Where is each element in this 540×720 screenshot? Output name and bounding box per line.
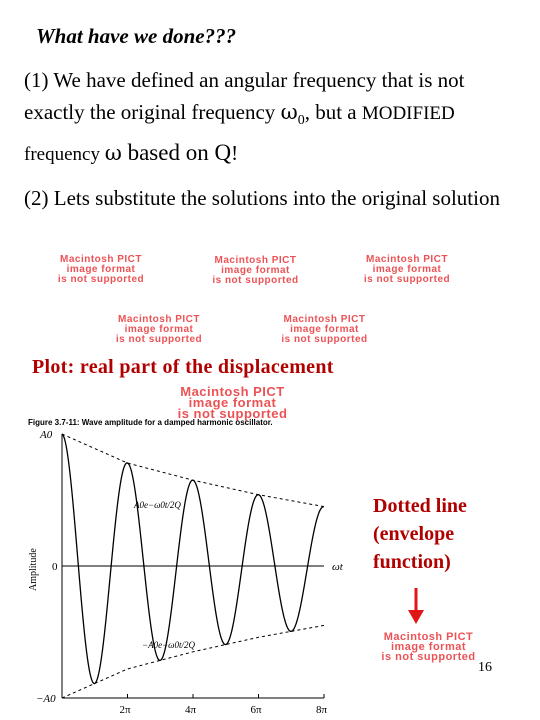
figure-caption: Figure 3.7-11: Wave amplitude for a damped harmonic oscillator. bbox=[28, 418, 273, 427]
pict-placeholder-6: Macintosh PICT image format is not supported bbox=[177, 384, 288, 421]
envelope-note bbox=[373, 492, 467, 576]
paragraph-1-text: (1) We have defined an angular frequency that is not exactly the original frequency bbox=[24, 68, 465, 124]
damped-oscillator-chart bbox=[14, 426, 344, 718]
based-on-q-text: based on Q bbox=[121, 140, 232, 166]
pict-placeholder-1: Macintosh PICT image format is not supported bbox=[57, 254, 145, 285]
y-zero-label: 0 bbox=[52, 561, 58, 573]
omega-subscript: 0 bbox=[297, 113, 305, 129]
modified-frequency-text: MODIFIED frequency bbox=[24, 103, 455, 166]
paragraph-1 bbox=[24, 64, 524, 171]
x-tick-label: 2π bbox=[119, 704, 131, 716]
pict-placeholder-5: Macintosh PICT image format is not supported bbox=[281, 314, 368, 345]
tick-layer bbox=[120, 694, 328, 716]
pict-placeholder-7: Macintosh PICT image format is not supported bbox=[381, 631, 476, 663]
plot-heading: Plot: real part of the displacement bbox=[32, 356, 334, 378]
omega-symbol: ω bbox=[280, 100, 298, 124]
y-bottom-label: −A0 bbox=[36, 693, 56, 705]
x-tick-label: 6π bbox=[250, 704, 262, 716]
note-line-2: (envelope bbox=[373, 523, 455, 545]
paragraph-2: (2) Lets substitute the solutions into the original solution bbox=[24, 186, 500, 210]
upper-envelope-label: A0e−ω0t/2Q bbox=[134, 500, 181, 510]
paragraph-1-text-cont: , but a bbox=[304, 100, 362, 124]
slide-title: What have we done??? bbox=[36, 24, 237, 48]
pict-placeholder-2: Macintosh PICT image format is not supported bbox=[212, 255, 299, 286]
exclamation: ! bbox=[231, 141, 239, 166]
note-line-1: Dotted line bbox=[373, 495, 467, 517]
y-axis-label: Amplitude bbox=[28, 548, 39, 591]
note-line-3: function) bbox=[373, 551, 451, 573]
pict-placeholder-4: Macintosh PICT image format is not supported bbox=[115, 314, 203, 345]
page-number: 16 bbox=[478, 660, 492, 675]
pict-placeholder-3: Macintosh PICT image format is not supported bbox=[363, 254, 451, 285]
y-top-label: A0 bbox=[40, 429, 53, 441]
x-end-label: ωt bbox=[332, 561, 343, 573]
omega-symbol-2: ω bbox=[104, 141, 122, 166]
lower-envelope-label: −A0e−ω0t/2Q bbox=[142, 640, 195, 650]
down-arrow-icon bbox=[404, 586, 428, 626]
x-tick-label: 4π bbox=[185, 704, 197, 716]
x-tick-label: 8π bbox=[316, 704, 328, 716]
upper-envelope bbox=[62, 434, 324, 507]
